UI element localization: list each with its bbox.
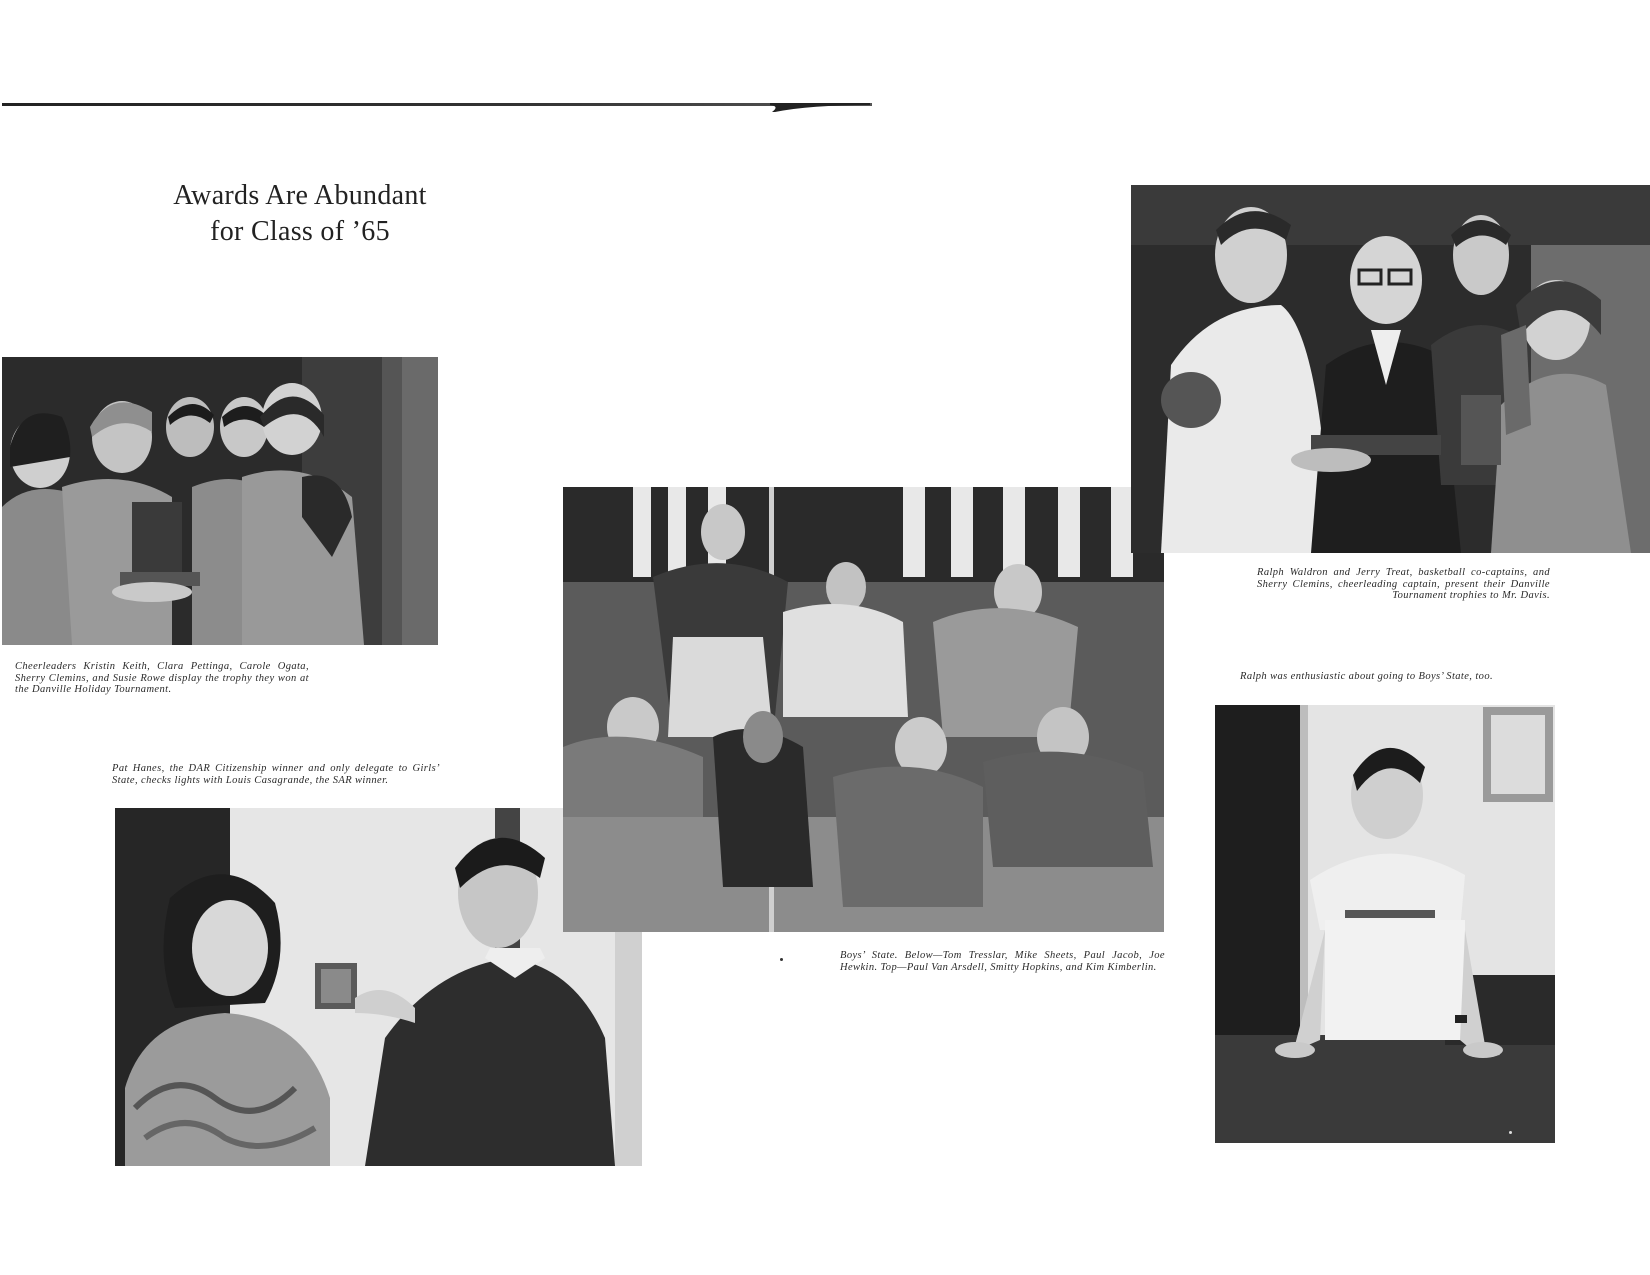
ralph-caption: Ralph was enthusiastic about going to Boys’ State, too. xyxy=(1240,671,1493,682)
title-line-1: Awards Are Abundant xyxy=(173,180,427,211)
dar-sar-caption: Pat Hanes, the DAR Citizenship winner and only delegate to Girls’ State, checks lights with Louis Casagrande, the SAR winner. xyxy=(112,763,440,786)
ralph-photo xyxy=(1215,705,1555,1143)
top-rule xyxy=(2,103,872,106)
boys-state-caption: Boys’ State. Below—Tom Tresslar, Mike Sheets, Paul Jacob, Joe Hewkin. Top—Paul Van Arsdell, Smitty Hopkins, and Kim Kimberlin. xyxy=(840,950,1165,973)
page-mark xyxy=(1509,1131,1512,1134)
rule-ornament xyxy=(770,100,870,114)
cheerleaders-photo xyxy=(2,357,438,645)
trophy-presentation-caption: Ralph Waldron and Jerry Treat, basketball co-captains, and Sherry Clemins, cheerleading captain, present their Danville Tournament trophies to Mr. Davis. xyxy=(1257,567,1550,601)
trophy-presentation-photo xyxy=(1131,185,1650,553)
title-line-2: for Class of ’65 xyxy=(210,216,390,247)
cheerleaders-caption: Cheerleaders Kristin Keith, Clara Pettinga, Carole Ogata, Sherry Clemins, and Susie Rowe display the trophy they won at the Danville Holiday Tournament. xyxy=(15,661,309,695)
page-title xyxy=(110,178,490,250)
boys-state-photo xyxy=(563,487,1164,932)
page-mark xyxy=(780,958,783,961)
